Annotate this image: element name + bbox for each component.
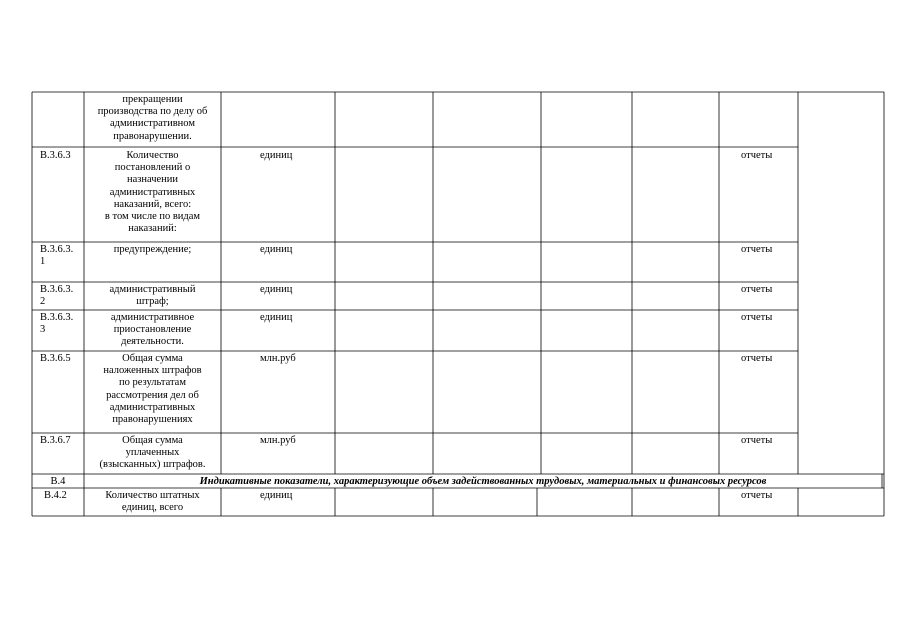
table-cell-name: Общая сумма наложенных штрафов по результатам рассмотрения дел об административных правонарушениях [103,353,202,426]
table-cell-unit: единиц [260,244,293,255]
table-cell-source: отчеты [741,312,773,323]
table-cell-code: В.3.6.3. 1 [40,244,74,268]
table-cell-unit: единиц [260,312,293,323]
table-cell-code: В.3.6.3. 3 [40,312,74,336]
table-cell-code: В.3.6.7 [40,435,71,446]
section-title: Индикативные показатели, характеризующие объем задействованных трудовых, материальных и финансовых ресурсов [199,476,767,487]
table-cell-code: В.3.6.5 [40,353,71,364]
table-cell-code: В.3.6.3. 2 [40,284,74,308]
table-cell-unit: млн.руб [260,435,296,446]
table-cell-unit: единиц [260,284,293,295]
table-cell-source: отчеты [741,490,773,501]
table-cell-name: административное приостановление деятельности. [110,312,195,348]
table-cell-code: В.3.6.3 [40,150,71,161]
table-cell-source: отчеты [741,284,773,295]
table-cell-name: предупреждение; [113,244,192,255]
table-cell-unit: единиц [260,150,293,161]
table-cell-unit: млн.руб [260,353,296,364]
table-cell-name: административный штраф; [109,284,196,308]
table-cell-unit: единиц [260,490,293,501]
table-cell-source: отчеты [741,244,773,255]
table-cell-name: Количество штатных единиц, всего [105,490,200,514]
table-cell-name: Общая сумма уплаченных (взысканных) штрафов. [99,435,206,471]
table-cell-name: прекращении производства по делу об административном правонарушении. [97,94,208,142]
section-code: В.4 [50,476,66,487]
table-cell-code: В.4.2 [44,490,67,501]
table-cell-source: отчеты [741,435,773,446]
table-cell-source: отчеты [741,150,773,161]
table-cell-source: отчеты [741,353,773,364]
table-cell-name: Количество постановлений о назначении административных наказаний, всего: в том числе по видам наказаний: [104,150,201,235]
